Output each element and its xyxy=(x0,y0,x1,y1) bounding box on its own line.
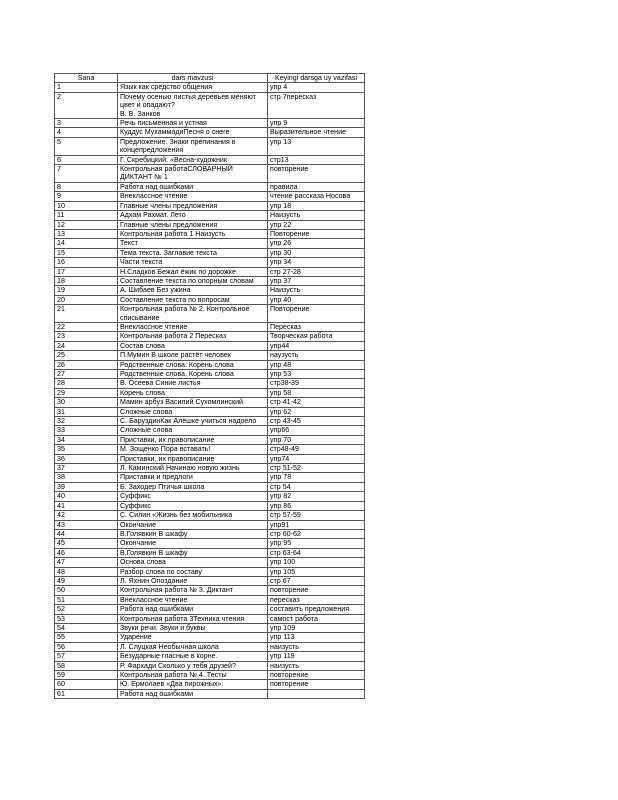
row-number: 46 xyxy=(55,548,118,557)
lesson-plan-table xyxy=(54,73,365,699)
lesson-topic: Приставки, их правописание xyxy=(118,454,268,463)
table-row xyxy=(55,680,365,689)
lesson-topic: М. Зощенко Пора вставать! xyxy=(118,445,268,454)
homework: стр 67 xyxy=(268,576,365,585)
lesson-topic: Составление текста по вопросам xyxy=(118,295,268,304)
table-row xyxy=(55,445,365,454)
table-row xyxy=(55,652,365,661)
homework: Наизусть xyxy=(268,286,365,295)
table-row xyxy=(55,623,365,632)
table-row xyxy=(55,239,365,248)
row-number: 49 xyxy=(55,576,118,585)
homework: наизусть xyxy=(268,642,365,651)
table-row xyxy=(55,220,365,229)
homework: упр 58 xyxy=(268,388,365,397)
table-row xyxy=(55,388,365,397)
homework: стр 60-62 xyxy=(268,529,365,538)
table-row xyxy=(55,370,365,379)
homework: Выразительное чтение xyxy=(268,128,365,137)
table-row xyxy=(55,182,365,191)
lesson-topic: Главные члены предложения xyxy=(118,220,268,229)
homework: составить предложения xyxy=(268,605,365,614)
row-number: 35 xyxy=(55,445,118,454)
lesson-topic: С. БаруздинКак Алёшке учиться надоело xyxy=(118,417,268,426)
homework: правила xyxy=(268,182,365,191)
row-number: 36 xyxy=(55,454,118,463)
homework: повторение xyxy=(268,586,365,595)
homework: упр 62 xyxy=(268,407,365,416)
row-number: 1 xyxy=(55,83,118,92)
table-row xyxy=(55,119,365,128)
row-number: 53 xyxy=(55,614,118,623)
row-number: 45 xyxy=(55,539,118,548)
homework: повторение xyxy=(268,680,365,689)
table-row xyxy=(55,511,365,520)
row-number: 7 xyxy=(55,165,118,183)
lesson-topic: Звуки речи. Звуки и буквы xyxy=(118,623,268,632)
homework: стр13 xyxy=(268,155,365,164)
lesson-topic: Л. Каминский Начинаю новую жизнь xyxy=(118,464,268,473)
homework: упр 37 xyxy=(268,276,365,285)
lesson-topic: Куддус МухаммадиПесня о снеге xyxy=(118,128,268,137)
table-row xyxy=(55,501,365,510)
homework: упр 113 xyxy=(268,633,365,642)
column-header-homework: Keyingi darsga uy vazifasi xyxy=(268,74,365,83)
homework: Повторение xyxy=(268,229,365,238)
lesson-topic: А. Шибаев Без ужина xyxy=(118,286,268,295)
table-row xyxy=(55,322,365,331)
table-row xyxy=(55,229,365,238)
homework: упр 26 xyxy=(268,239,365,248)
row-number: 27 xyxy=(55,370,118,379)
lesson-topic: Разбор слова по составу xyxy=(118,567,268,576)
lesson-topic: Сложные слова xyxy=(118,426,268,435)
homework: упр 22 xyxy=(268,220,365,229)
table-row xyxy=(55,548,365,557)
row-number: 11 xyxy=(55,211,118,220)
homework: чтение рассказа Носова xyxy=(268,192,365,201)
lesson-topic: Безударные гласные в корне. xyxy=(118,652,268,661)
row-number: 10 xyxy=(55,201,118,210)
lesson-topic: Тема текста. Заглавие текста xyxy=(118,248,268,257)
lesson-topic: Ударение xyxy=(118,633,268,642)
lesson-topic: Речь письменная и устная xyxy=(118,119,268,128)
table-row xyxy=(55,586,365,595)
row-number: 19 xyxy=(55,286,118,295)
row-number: 30 xyxy=(55,398,118,407)
lesson-topic: В. Осеева Синие листья xyxy=(118,379,268,388)
table-row xyxy=(55,398,365,407)
table-row xyxy=(55,351,365,360)
lesson-topic: Контрольная работа № 3. Диктант xyxy=(118,586,268,595)
lesson-topic: Почему осенью листья деревьев меняют цвет и опадают? В. В. Занков xyxy=(118,92,268,118)
homework: стр 7пересказ xyxy=(268,92,365,118)
homework: повторение xyxy=(268,671,365,680)
table-row xyxy=(55,295,365,304)
lesson-topic: Внеклассное чтение xyxy=(118,192,268,201)
row-number: 47 xyxy=(55,558,118,567)
row-number: 59 xyxy=(55,671,118,680)
homework: Пересказ xyxy=(268,322,365,331)
table-row xyxy=(55,276,365,285)
lesson-topic: Родственные слова. Корень слова xyxy=(118,370,268,379)
row-number: 32 xyxy=(55,417,118,426)
lesson-topic: Контрольная работа 1 Наизусть xyxy=(118,229,268,238)
row-number: 13 xyxy=(55,229,118,238)
lesson-topic: Н.Сладков Бежал ёжик по дорожке xyxy=(118,267,268,276)
row-number: 56 xyxy=(55,642,118,651)
homework: самост работа xyxy=(268,614,365,623)
table-row xyxy=(55,520,365,529)
homework: стр 63-64 xyxy=(268,548,365,557)
lesson-topic: Сложные слова xyxy=(118,407,268,416)
row-number: 43 xyxy=(55,520,118,529)
homework: стр38-39 xyxy=(268,379,365,388)
homework: упр 30 xyxy=(268,248,365,257)
row-number: 57 xyxy=(55,652,118,661)
lesson-topic: Работа над ошибками xyxy=(118,689,268,698)
table-row xyxy=(55,464,365,473)
table-row xyxy=(55,332,365,341)
homework: упр 105 xyxy=(268,567,365,576)
lesson-topic: Текст xyxy=(118,239,268,248)
homework: стр 41-42 xyxy=(268,398,365,407)
lesson-topic: Составление текста по опорным словам xyxy=(118,276,268,285)
homework xyxy=(268,689,365,698)
lesson-topic: Части текста xyxy=(118,258,268,267)
lesson-topic: Контрольная работа № 4. Тесты xyxy=(118,671,268,680)
homework: упр 9 xyxy=(268,119,365,128)
lesson-topic: Язык как средство общения xyxy=(118,83,268,92)
row-number: 6 xyxy=(55,155,118,164)
table-row xyxy=(55,671,365,680)
homework: пересказ xyxy=(268,595,365,604)
lesson-topic: Р. Фархади Сколько у тебя друзей? xyxy=(118,661,268,670)
column-header-topic: dars mavzusi xyxy=(118,74,268,83)
homework: Повторение xyxy=(268,305,365,323)
lesson-topic: Мамин арбуз Василий Сухомлинский xyxy=(118,398,268,407)
row-number: 25 xyxy=(55,351,118,360)
homework: упр66 xyxy=(268,426,365,435)
lesson-topic: П.Мумин В школе растёт человек xyxy=(118,351,268,360)
row-number: 42 xyxy=(55,511,118,520)
row-number: 29 xyxy=(55,388,118,397)
lesson-topic: Контрольная работа № 2. Контрольное списывание xyxy=(118,305,268,323)
homework: упр91 xyxy=(268,520,365,529)
row-number: 60 xyxy=(55,680,118,689)
lesson-topic: Предложение. Знаки препинания в концепредложения xyxy=(118,137,268,155)
row-number: 41 xyxy=(55,501,118,510)
row-number: 44 xyxy=(55,529,118,538)
table-row xyxy=(55,201,365,210)
table-row xyxy=(55,661,365,670)
row-number: 38 xyxy=(55,473,118,482)
lesson-topic: Работа над ошибками xyxy=(118,182,268,191)
homework: наузусть xyxy=(268,351,365,360)
lesson-topic: Корень слова xyxy=(118,388,268,397)
row-number: 17 xyxy=(55,267,118,276)
homework: упр 18 xyxy=(268,201,365,210)
table-row xyxy=(55,473,365,482)
homework: повторение xyxy=(268,165,365,183)
homework: упр 78 xyxy=(268,473,365,482)
table-row xyxy=(55,267,365,276)
lesson-topic: Приставки, их правописание xyxy=(118,435,268,444)
homework: упр 86 xyxy=(268,501,365,510)
row-number: 26 xyxy=(55,360,118,369)
row-number: 8 xyxy=(55,182,118,191)
table-row xyxy=(55,211,365,220)
row-number: 40 xyxy=(55,492,118,501)
homework: наизусть xyxy=(268,661,365,670)
row-number: 37 xyxy=(55,464,118,473)
table-row xyxy=(55,83,365,92)
homework: упр 40 xyxy=(268,295,365,304)
homework: стр 27-28 xyxy=(268,267,365,276)
table-row xyxy=(55,454,365,463)
table-row xyxy=(55,595,365,604)
lesson-topic: С. Силин «Жизнь без мобильника xyxy=(118,511,268,520)
homework: упр 34 xyxy=(268,258,365,267)
lesson-topic: Ю. Ермолаев «Два пирожных». xyxy=(118,680,268,689)
row-number: 9 xyxy=(55,192,118,201)
lesson-topic: Работа над ошибками xyxy=(118,605,268,614)
lesson-topic: В.Голявкин В шкафу xyxy=(118,548,268,557)
table-row xyxy=(55,192,365,201)
table-row xyxy=(55,379,365,388)
row-number: 52 xyxy=(55,605,118,614)
column-header-date: Sana xyxy=(55,74,118,83)
row-number: 14 xyxy=(55,239,118,248)
homework: стр48-49 xyxy=(268,445,365,454)
homework: упр 70 xyxy=(268,435,365,444)
row-number: 23 xyxy=(55,332,118,341)
row-number: 3 xyxy=(55,119,118,128)
homework: стр 43-45 xyxy=(268,417,365,426)
homework: упр 13 xyxy=(268,137,365,155)
row-number: 2 xyxy=(55,92,118,118)
table-row xyxy=(55,435,365,444)
table-row xyxy=(55,305,365,323)
homework: упр 119 xyxy=(268,652,365,661)
table-row xyxy=(55,407,365,416)
homework: Наизусть xyxy=(268,211,365,220)
table-row xyxy=(55,529,365,538)
table-row xyxy=(55,633,365,642)
row-number: 39 xyxy=(55,482,118,491)
row-number: 24 xyxy=(55,341,118,350)
lesson-topic: Л. Слуцкая Необычная школа xyxy=(118,642,268,651)
table-row xyxy=(55,539,365,548)
homework: упр 95 xyxy=(268,539,365,548)
row-number: 34 xyxy=(55,435,118,444)
table-row xyxy=(55,417,365,426)
lesson-topic: Окончание xyxy=(118,539,268,548)
lesson-topic: Состав слова xyxy=(118,341,268,350)
table-row xyxy=(55,605,365,614)
lesson-topic: Главные члены предложения xyxy=(118,201,268,210)
row-number: 18 xyxy=(55,276,118,285)
table-row xyxy=(55,689,365,698)
table-row xyxy=(55,128,365,137)
row-number: 15 xyxy=(55,248,118,257)
lesson-topic: Внеклассное чтение xyxy=(118,595,268,604)
lesson-topic: Суффикс xyxy=(118,492,268,501)
homework: упр 4 xyxy=(268,83,365,92)
table-row xyxy=(55,137,365,155)
table-row xyxy=(55,155,365,164)
table-row xyxy=(55,614,365,623)
homework: упр 109 xyxy=(268,623,365,632)
row-number: 55 xyxy=(55,633,118,642)
lesson-topic: Родственные слова. Корень слова xyxy=(118,360,268,369)
homework: стр 54 xyxy=(268,482,365,491)
lesson-topic: Суффикс xyxy=(118,501,268,510)
table-row xyxy=(55,165,365,183)
row-number: 58 xyxy=(55,661,118,670)
row-number: 54 xyxy=(55,623,118,632)
lesson-topic: Окончание xyxy=(118,520,268,529)
homework: упр 48 xyxy=(268,360,365,369)
lesson-topic: В.Голявкин В шкафу xyxy=(118,529,268,538)
row-number: 50 xyxy=(55,586,118,595)
lesson-topic: Контрольная работаСЛОВАРНЫЙ ДИКТАНТ № 1 xyxy=(118,165,268,183)
table-row xyxy=(55,642,365,651)
row-number: 21 xyxy=(55,305,118,323)
row-number: 5 xyxy=(55,137,118,155)
table-header-row xyxy=(55,74,365,83)
table-row xyxy=(55,426,365,435)
row-number: 28 xyxy=(55,379,118,388)
table-row xyxy=(55,567,365,576)
lesson-topic: Приставки и предлоги xyxy=(118,473,268,482)
lesson-topic: Г. Скребицкий. «Весна-художник xyxy=(118,155,268,164)
row-number: 16 xyxy=(55,258,118,267)
table-row xyxy=(55,341,365,350)
lesson-topic: Основа слова xyxy=(118,558,268,567)
table-row xyxy=(55,492,365,501)
lesson-topic: Контрольная работа 2 Пересказ xyxy=(118,332,268,341)
homework: стр 57-59 xyxy=(268,511,365,520)
table-row xyxy=(55,248,365,257)
homework: упр74 xyxy=(268,454,365,463)
homework: упр 53 xyxy=(268,370,365,379)
lesson-topic: Л. Яхнин Опоздание xyxy=(118,576,268,585)
homework: упр44 xyxy=(268,341,365,350)
lesson-topic: Контрольная работа 3Техника чтения xyxy=(118,614,268,623)
homework: стр 51-52 xyxy=(268,464,365,473)
row-number: 20 xyxy=(55,295,118,304)
lesson-topic: Внеклассное чтение xyxy=(118,322,268,331)
row-number: 12 xyxy=(55,220,118,229)
table-row xyxy=(55,258,365,267)
homework: упр 100 xyxy=(268,558,365,567)
homework: Творческая работа xyxy=(268,332,365,341)
table-row xyxy=(55,360,365,369)
table-row xyxy=(55,576,365,585)
table-row xyxy=(55,286,365,295)
row-number: 33 xyxy=(55,426,118,435)
row-number: 4 xyxy=(55,128,118,137)
table-row xyxy=(55,558,365,567)
row-number: 22 xyxy=(55,322,118,331)
row-number: 48 xyxy=(55,567,118,576)
table-row xyxy=(55,482,365,491)
homework: упр 82 xyxy=(268,492,365,501)
row-number: 51 xyxy=(55,595,118,604)
table-row xyxy=(55,92,365,118)
lesson-topic: Б. Заходер Птичья школа xyxy=(118,482,268,491)
row-number: 61 xyxy=(55,689,118,698)
row-number: 31 xyxy=(55,407,118,416)
lesson-topic: Адхам Рахмат. Лето xyxy=(118,211,268,220)
